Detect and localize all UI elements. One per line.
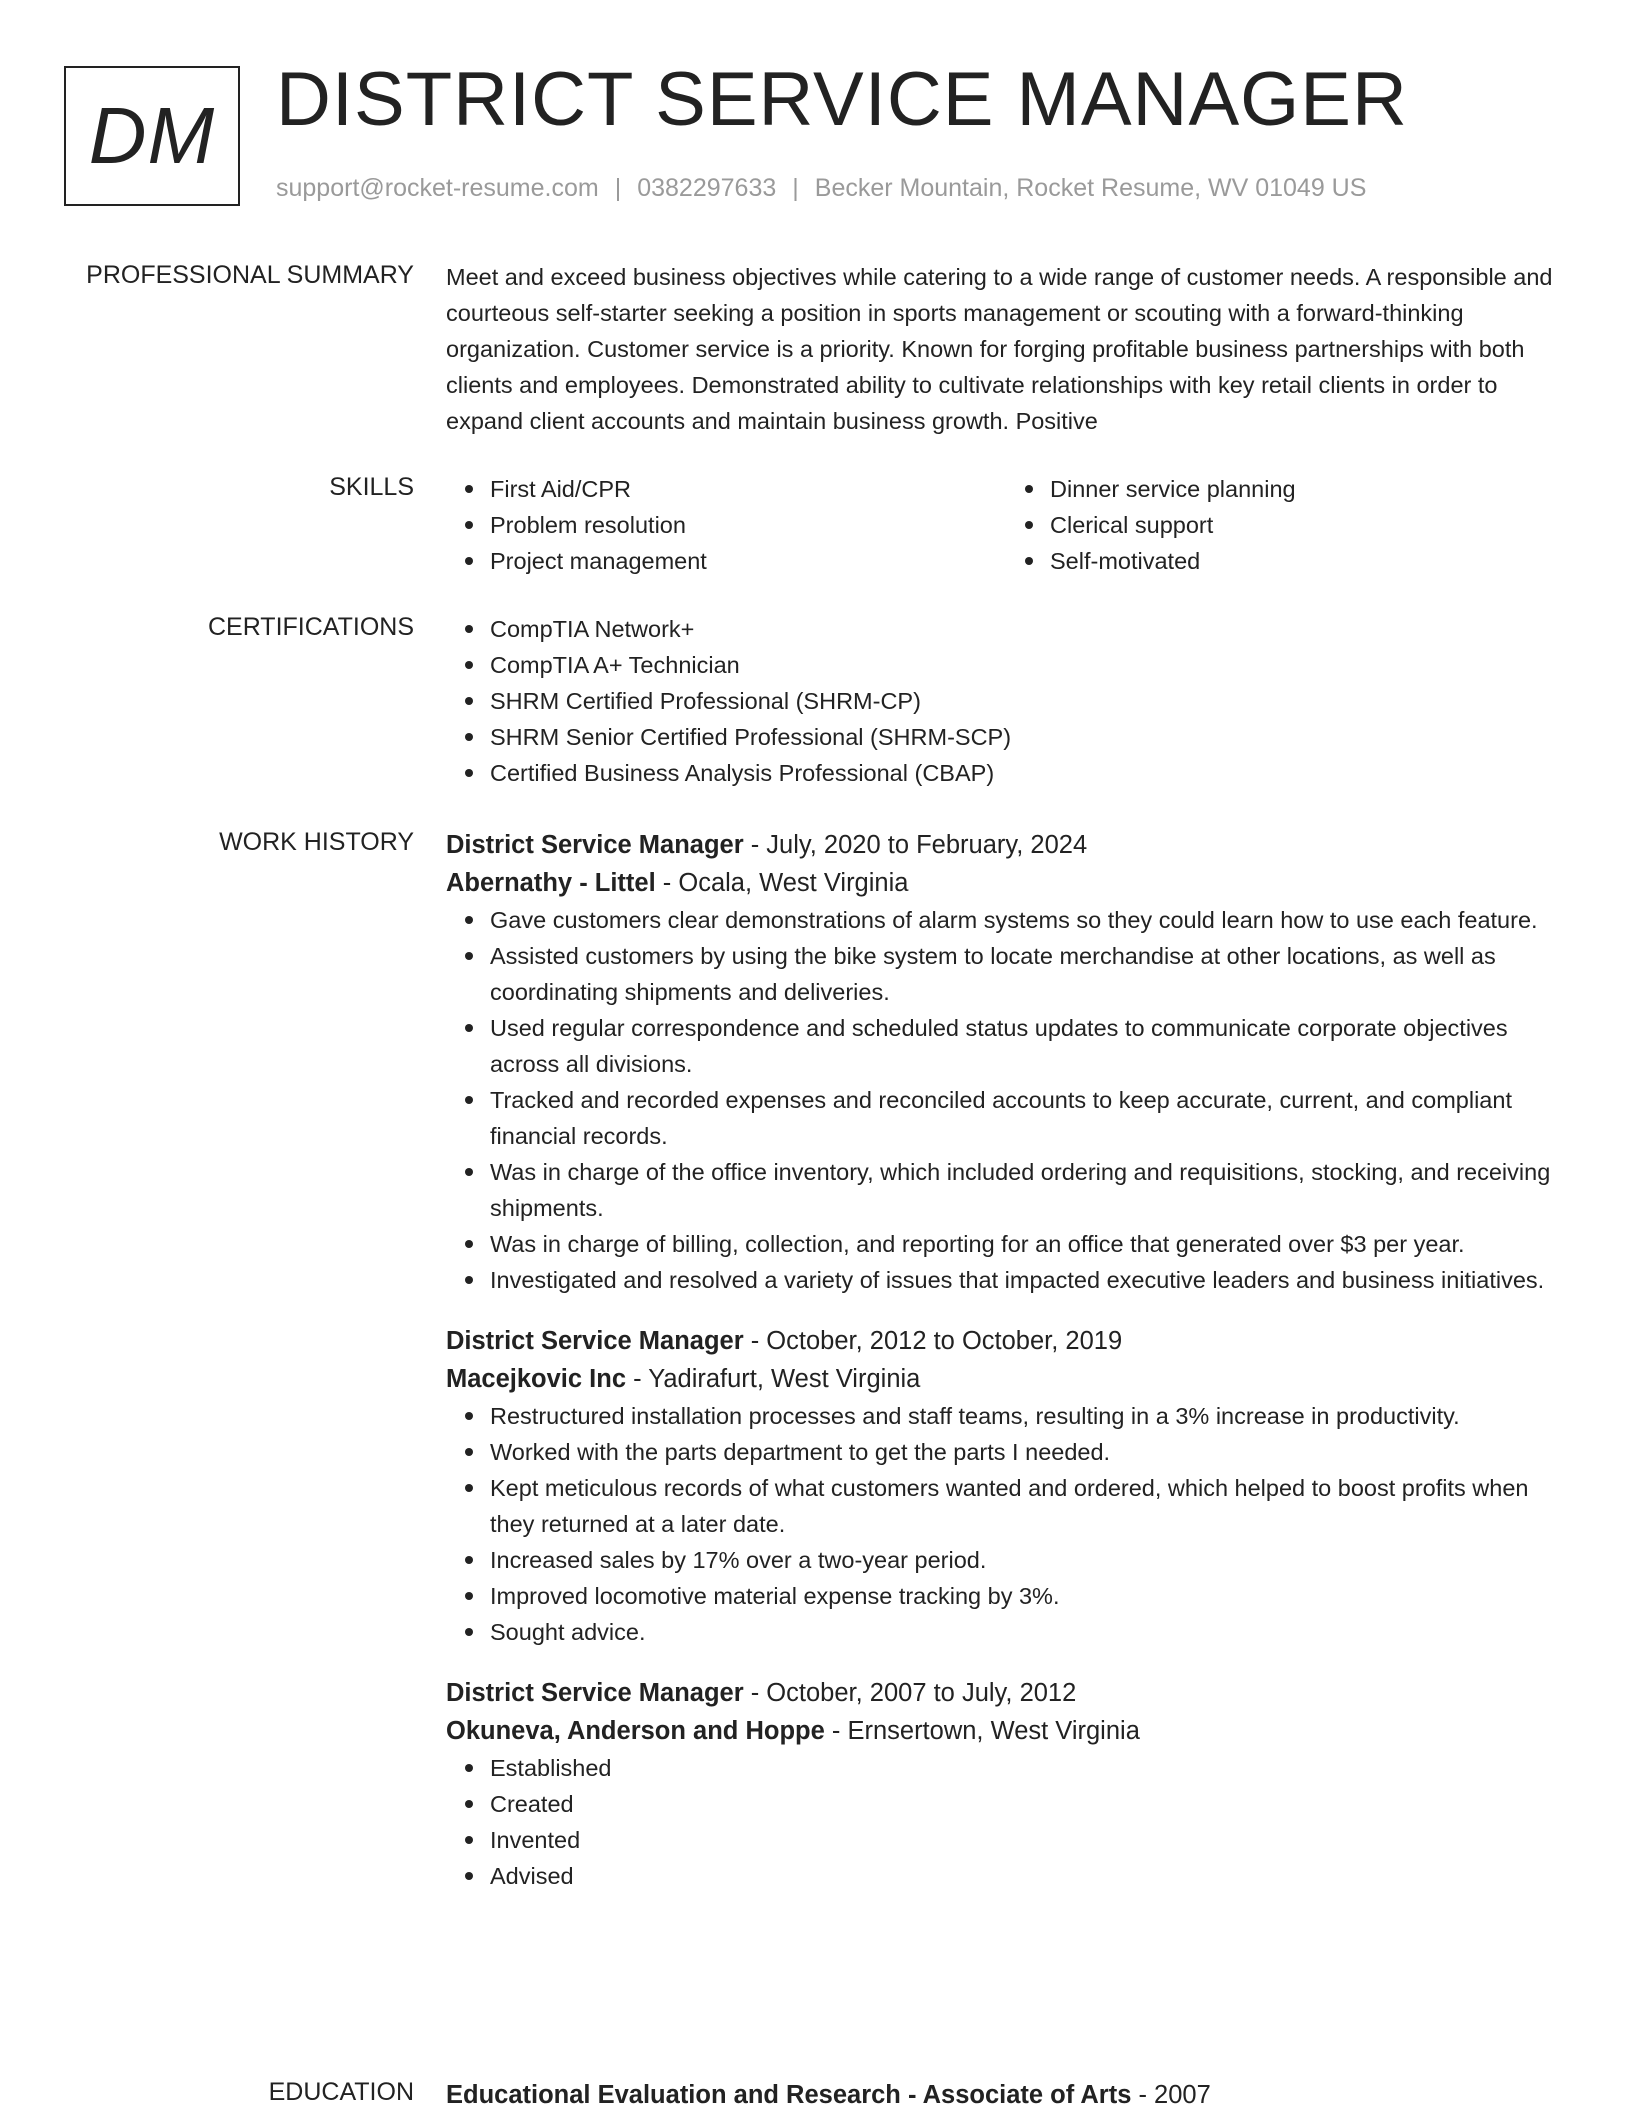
list-item: Improved locomotive material expense tracking by 3%. <box>490 1578 1566 1614</box>
job-title: District Service Manager <box>446 831 744 859</box>
list-item: First Aid/CPR <box>490 471 1006 507</box>
list-item: Self-motivated <box>1050 543 1566 579</box>
list-item: Advised <box>490 1858 1566 1894</box>
list-item: Established <box>490 1750 1566 1786</box>
list-item: Gave customers clear demonstrations of alarm systems so they could learn how to use each feature. <box>490 902 1566 938</box>
list-item: Increased sales by 17% over a two-year period. <box>490 1542 1566 1578</box>
list-item: Worked with the parts department to get the parts I needed. <box>490 1434 1566 1470</box>
job-location: - Ocala, West Virginia <box>662 869 909 897</box>
list-item: Kept meticulous records of what customers wanted and ordered, which helped to boost profits when they returned at a later date. <box>490 1470 1566 1542</box>
skills-body <box>446 471 1566 579</box>
contact-separator: | <box>614 174 622 202</box>
job-company-line <box>446 864 1566 902</box>
list-item: Clerical support <box>1050 507 1566 543</box>
contact-line <box>276 174 1366 203</box>
contact-email: support@rocket-resume.com <box>276 174 599 202</box>
list-item: Project management <box>490 543 1006 579</box>
work-history-body <box>446 826 1566 1918</box>
list-item: Tracked and recorded expenses and reconciled accounts to keep accurate, current, and compliant financial records. <box>490 1082 1566 1154</box>
list-item: Assisted customers by using the bike system to locate merchandise at other locations, as well as coordinating shipments and deliveries. <box>490 938 1566 1010</box>
certifications-body <box>446 611 1566 791</box>
education-line <box>446 2076 1566 2114</box>
list-item: Investigated and resolved a variety of issues that impacted executive leaders and business initiatives. <box>490 1262 1566 1298</box>
section-label-summary: PROFESSIONAL SUMMARY <box>86 261 414 289</box>
job-company-line <box>446 1360 1566 1398</box>
certifications-list <box>446 611 1566 791</box>
list-item: SHRM Certified Professional (SHRM-CP) <box>490 683 1566 719</box>
list-item: Created <box>490 1786 1566 1822</box>
section-label-skills: SKILLS <box>329 473 414 501</box>
job-title: District Service Manager <box>446 1679 744 1707</box>
list-item: Certified Business Analysis Professional (CBAP) <box>490 755 1566 791</box>
job-dates: - October, 2012 to October, 2019 <box>750 1327 1123 1355</box>
skills-list-right <box>1006 471 1566 579</box>
section-label-certifications: CERTIFICATIONS <box>207 613 414 641</box>
list-item: Restructured installation processes and staff teams, resulting in a 3% increase in productivity. <box>490 1398 1566 1434</box>
job-entry <box>446 826 1566 1298</box>
list-item: Was in charge of billing, collection, and reporting for an office that generated over $3 per year. <box>490 1226 1566 1262</box>
job-title-line <box>446 826 1566 864</box>
job-entry <box>446 1322 1566 1650</box>
contact-phone: 0382297633 <box>637 174 777 202</box>
list-item: CompTIA A+ Technician <box>490 647 1566 683</box>
job-title-line <box>446 1322 1566 1360</box>
job-duties-list <box>446 902 1566 1298</box>
job-duties-list <box>446 1750 1566 1894</box>
education-year: - 2007 <box>1138 2081 1211 2109</box>
list-item: Problem resolution <box>490 507 1006 543</box>
job-company: Okuneva, Anderson and Hoppe <box>446 1717 825 1745</box>
job-location: - Ernsertown, West Virginia <box>831 1717 1140 1745</box>
list-item: CompTIA Network+ <box>490 611 1566 647</box>
job-location: - Yadirafurt, West Virginia <box>633 1365 921 1393</box>
list-item: Invented <box>490 1822 1566 1858</box>
job-company-line <box>446 1712 1566 1750</box>
job-title-line <box>446 1674 1566 1712</box>
list-item: Dinner service planning <box>1050 471 1566 507</box>
contact-separator: | <box>792 174 799 202</box>
list-item: Was in charge of the office inventory, which included ordering and requisitions, stocking, and receiving shipments. <box>490 1154 1566 1226</box>
education-degree: Educational Evaluation and Research - Associate of Arts <box>446 2081 1132 2109</box>
section-label-education: EDUCATION <box>268 2078 414 2106</box>
job-company: Abernathy - Littel <box>446 869 656 897</box>
job-title: District Service Manager <box>446 1327 744 1355</box>
resume-title: DISTRICT SERVICE MANAGER <box>276 57 1408 142</box>
section-label-work-history: WORK HISTORY <box>219 828 414 856</box>
list-item: SHRM Senior Certified Professional (SHRM-SCP) <box>490 719 1566 755</box>
summary-body <box>446 259 1566 439</box>
job-entry <box>446 1674 1566 1894</box>
monogram-box <box>64 66 240 206</box>
summary-text: Meet and exceed business objectives while catering to a wide range of customer needs. A responsible and courteous self-starter seeking a position in sports management or scouting with a forward-thinking organization. Customer service is a priority. Known for forging profitable business partnerships with both clients and employees. Demonstrated ability to cultivate relationships with key retail clients in order to expand client accounts and maintain business growth. Positive <box>446 264 1553 434</box>
contact-address: Becker Mountain, Rocket Resume, WV 01049 US <box>814 174 1367 202</box>
education-body <box>446 2076 1566 2114</box>
job-dates: - October, 2007 to July, 2012 <box>750 1679 1077 1707</box>
job-dates: - July, 2020 to February, 2024 <box>750 831 1088 859</box>
job-company: Macejkovic Inc <box>446 1365 627 1393</box>
monogram-initials: DM <box>88 91 216 180</box>
skills-list-left <box>446 471 1006 579</box>
list-item: Sought advice. <box>490 1614 1566 1650</box>
list-item: Used regular correspondence and scheduled status updates to communicate corporate objectives across all divisions. <box>490 1010 1566 1082</box>
job-duties-list <box>446 1398 1566 1650</box>
